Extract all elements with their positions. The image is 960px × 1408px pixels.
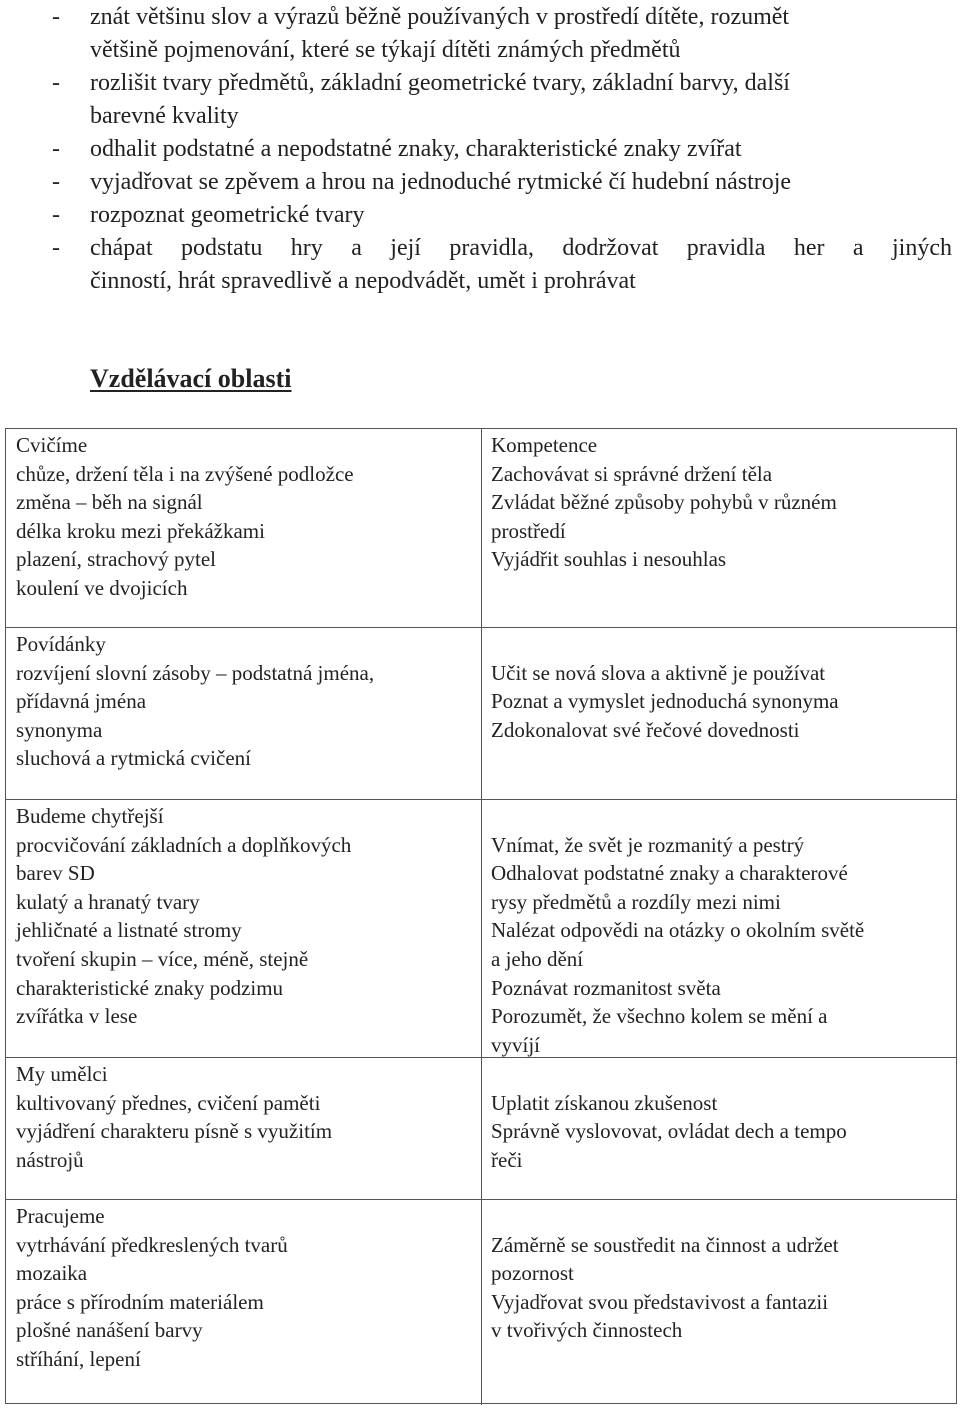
activity-line: charakteristické znaky podzimu (16, 975, 284, 1000)
competence-line: Poznávat rozmanitost světa (491, 975, 721, 1000)
competence-line: pozornost (491, 1261, 574, 1286)
activity-title: Pracujeme (16, 1204, 105, 1228)
activity-line: vyjádření charakteru písně s využitím (16, 1119, 333, 1144)
activity-line: délka kroku mezi překážkami (16, 518, 265, 543)
competence-line: Kompetence (491, 433, 598, 457)
bullet-item (0, 166, 960, 199)
competence-line: Učit se nová slova a aktivně je používat (491, 660, 826, 685)
activity-line: barev SD (16, 861, 95, 886)
table-row (6, 627, 956, 799)
activity-title: Budeme chytřejší (16, 804, 164, 828)
competence-line: Správně vyslovovat, ovládat dech a tempo (491, 1119, 847, 1144)
competence-line: řeči (491, 1147, 523, 1172)
activity-title: Povídánky (16, 632, 106, 656)
bullet-text-line: vyjadřovat se zpěvem a hrou na jednoduché rytmické čí hudební nástroje (90, 169, 792, 195)
activity-line: plošné nanášení barvy (16, 1318, 203, 1343)
competence-line: Zdokonalovat své řečové dovednosti (491, 717, 800, 742)
activity-cell (6, 628, 482, 799)
activity-line: koulení ve dvojicích (16, 575, 188, 600)
bullet-dash: - (52, 136, 60, 162)
table-row (6, 1057, 956, 1199)
bullet-dash: - (52, 202, 60, 228)
competence-line: Vyjádřit souhlas i nesouhlas (491, 547, 727, 572)
table-row (6, 1199, 956, 1405)
bullet-text-line: barevné kvality (90, 103, 239, 129)
activity-line: kulatý a hranatý tvary (16, 889, 200, 914)
activity-title: Cvičíme (16, 433, 88, 457)
cell-spacer (491, 630, 956, 659)
competence-line: v tvořivých činnostech (491, 1318, 683, 1343)
bullet-text-line: odhalit podstatné a nepodstatné znaky, charakteristické znaky zvířat (90, 136, 742, 162)
competence-line: Záměrně se soustředit na činnost a udržet (491, 1232, 839, 1257)
bullet-dash: - (52, 4, 60, 30)
competence-line: Nalézat odpovědi na otázky o okolním světě (491, 918, 865, 943)
competence-cell (482, 628, 956, 799)
bullet-text-line: rozpoznat geometrické tvary (90, 202, 365, 228)
competence-cell (482, 429, 956, 627)
cell-spacer (491, 1060, 956, 1089)
activity-cell (6, 1058, 482, 1199)
competence-line: rysy předmětů a rozdíly mezi nimi (491, 889, 781, 914)
competence-line: Zachovávat si správné držení těla (491, 461, 773, 486)
table-row (6, 429, 956, 627)
bullet-text-line: rozlišit tvary předmětů, základní geometrické tvary, základní barvy, další (90, 70, 790, 96)
bullet-dash: - (52, 169, 60, 195)
activity-line: vytrhávání předkreslených tvarů (16, 1232, 288, 1257)
bullet-dash: - (52, 235, 60, 261)
bullet-item (0, 199, 960, 232)
activity-line: stříhání, lepení (16, 1346, 141, 1371)
competence-line: prostředí (491, 518, 566, 543)
competence-line: Vyjadřovat svou představivost a fantazii (491, 1289, 829, 1314)
activity-line: změna – běh na signál (16, 490, 203, 515)
activity-line: jehličnaté a listnaté stromy (16, 918, 242, 943)
competence-line: Poznat a vymyslet jednoduchá synonyma (491, 689, 839, 714)
activity-cell (6, 429, 482, 627)
activity-line: zvířátka v lese (16, 1004, 138, 1029)
activity-line: přídavná jména (16, 689, 147, 714)
bullet-item (0, 133, 960, 166)
competence-line: Porozumět, že všechno kolem se mění a (491, 1004, 828, 1029)
activity-line: sluchová a rytmická cvičení (16, 746, 251, 771)
bullet-text-line: činností, hrát spravedlivě a nepodvádět, umět i prohrávat (90, 268, 636, 294)
competence-line: Zvládat běžné způsoby pohybů v různém (491, 490, 837, 515)
bullet-text-line: znát většinu slov a výrazů běžně používaných v prostředí dítěte, rozumět (90, 4, 790, 30)
activity-title: My umělci (16, 1062, 108, 1086)
competence-line: vyvíjí (491, 1032, 541, 1057)
cell-spacer (491, 802, 956, 831)
activity-line: synonyma (16, 717, 103, 742)
activity-line: kultivovaný přednes, cvičení paměti (16, 1090, 321, 1115)
bullet-item (0, 232, 960, 298)
activity-line: tvoření skupin – více, méně, stejně (16, 946, 309, 971)
competence-cell (482, 1200, 956, 1405)
activity-line: mozaika (16, 1261, 88, 1286)
section-heading: Vzdělávací oblasti (90, 364, 292, 393)
competence-cell (482, 1058, 956, 1199)
education-areas-table (5, 428, 957, 1404)
activity-line: chůze, držení těla i na zvýšené podložce (16, 461, 354, 486)
activity-cell (6, 1200, 482, 1405)
cell-spacer (491, 1202, 956, 1231)
bullet-dash: - (52, 70, 60, 96)
bullet-text-line: většině pojmenování, které se týkají dítěti známých předmětů (90, 37, 681, 63)
competence-line: Vnímat, že svět je rozmanitý a pestrý (491, 832, 805, 857)
competence-line: Odhalovat podstatné znaky a charakterové (491, 861, 848, 886)
table-row (6, 799, 956, 1057)
activity-line: práce s přírodním materiálem (16, 1289, 264, 1314)
activity-line: procvičování základních a doplňkových (16, 832, 352, 857)
bullet-text-line: chápat podstatu hry a její pravidla, dodržovat pravidla her a jiných (90, 235, 952, 261)
activity-cell (6, 800, 482, 1057)
bullet-item (0, 67, 960, 133)
activity-line: nástrojů (16, 1147, 84, 1172)
activity-line: rozvíjení slovní zásoby – podstatná jména, (16, 660, 375, 685)
competence-line: a jeho dění (491, 946, 584, 971)
competence-cell (482, 800, 956, 1057)
activity-line: plazení, strachový pytel (16, 547, 217, 572)
competence-line: Uplatit získanou zkušenost (491, 1090, 718, 1115)
bullet-item (0, 1, 960, 67)
